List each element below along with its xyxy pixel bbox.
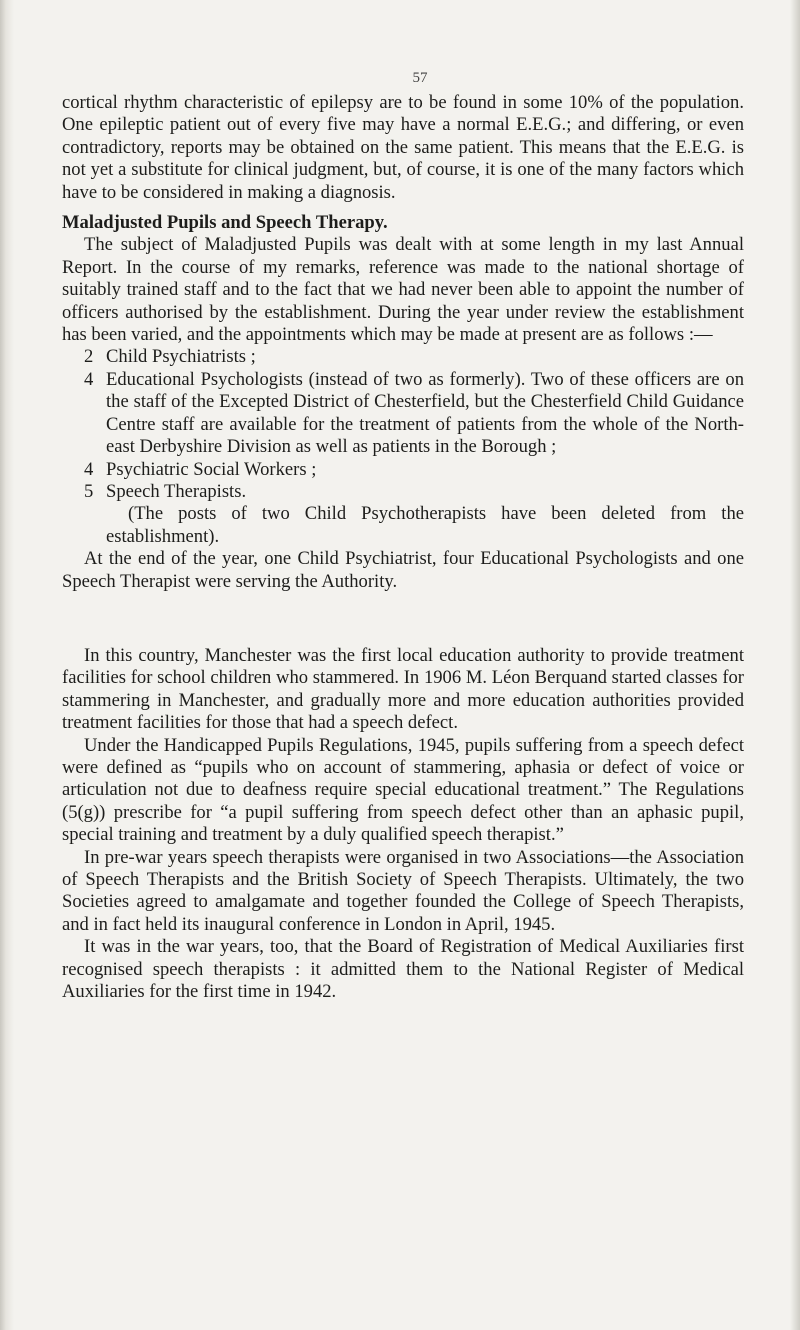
list-item — [84, 369, 744, 459]
list-item — [84, 459, 744, 481]
list-item-text: Speech Therapists. — [106, 480, 247, 502]
section-spacer — [62, 593, 744, 645]
list-item — [84, 481, 744, 503]
page-binding-edge — [0, 0, 14, 1330]
list-item — [84, 346, 744, 368]
list-item-text: Psychiatric Social Workers ; — [106, 458, 317, 480]
list-item-number: 4 — [84, 368, 94, 390]
section-paragraph-1: The subject of Maladjusted Pupils was dealt with at some length in my last Annual Report. In the course of my remarks, reference was made to the national shortage of suitably trained staff and to the fact that we had never been able to appoint the number of officers authorised by the establishment. During the year under review the establishment has been varied, and the appointments which may be made at present are as follows :— — [62, 234, 744, 346]
page-body — [62, 92, 744, 1003]
section-heading: Maladjusted Pupils and Speech Therapy. — [62, 212, 388, 234]
intro-paragraph: cortical rhythm characteristic of epilepsy are to be found in some 10% of the population. One epileptic patient out of every five may have a normal E.E.G.; and differing, or even contradictory, reports may be obtained on the same patient. This means that the E.E.G. is not yet a substitute for clinical judgment, but, of course, it is one of the many factors which have to be considered in making a diagnosis. — [62, 92, 744, 203]
list-item-number: 4 — [84, 458, 94, 480]
page-number: 57 — [412, 70, 428, 86]
page-right-edge — [790, 0, 800, 1330]
section-paragraph-5: In pre-war years speech therapists were organised in two Associations—the Association of Speech Therapists and the British Society of Speech Therapists. Ultimately, the two Societies agreed to amalgamate and together founded the College of Speech Therapists, and in fact held its inaugural conference in London in April, 1945. — [62, 846, 744, 935]
list-item-number: 2 — [84, 346, 94, 368]
list-item-number: 5 — [84, 480, 94, 502]
section-paragraph-6: It was in the war years, too, that the Board of Registration of Medical Auxiliaries first recognised speech therapists : it admitted them to the National Register of Medical Auxiliaries for the first time in 1942. — [62, 936, 744, 1003]
section-paragraph-3: In this country, Manchester was the first local education authority to provide treatment facilities for school children who stammered. In 1906 M. Léon Berquand started classes for stammering in Manchester, and gradually more and more education authorities provided treatment facilities for those that had a speech defect. — [62, 644, 744, 734]
list-item-text: Child Psychiatrists ; — [106, 346, 256, 368]
staff-list — [62, 346, 744, 503]
deleted-posts-note: (The posts of two Child Psychotherapists have been deleted from the establishment). — [106, 503, 744, 547]
section-paragraph-2: At the end of the year, one Child Psychiatrist, four Educational Psychologists and one Speech Therapist were serving the Authority. — [62, 548, 744, 592]
section-paragraph-4: Under the Handicapped Pupils Regulations, 1945, pupils suffering from a speech defect were defined as “pupils who on account of stammering, aphasia or defect of voice or articulation not due to deafness require special educational treatment.” The Regulations (5(g)) prescribe for “a pupil suffering from speech defect other than an aphasic pupil, special training and treatment by a duly qualified speech therapist.” — [62, 734, 744, 846]
list-item-text: Educational Psychologists (instead of two as formerly). Two of these officers are on the staff of the Excepted District of Chesterfield, but the Chesterfield Child Guidance Centre staff are available for the treatment of patients from the whole of the North-east Derbyshire Division as well as patients in the Borough ; — [106, 368, 744, 458]
